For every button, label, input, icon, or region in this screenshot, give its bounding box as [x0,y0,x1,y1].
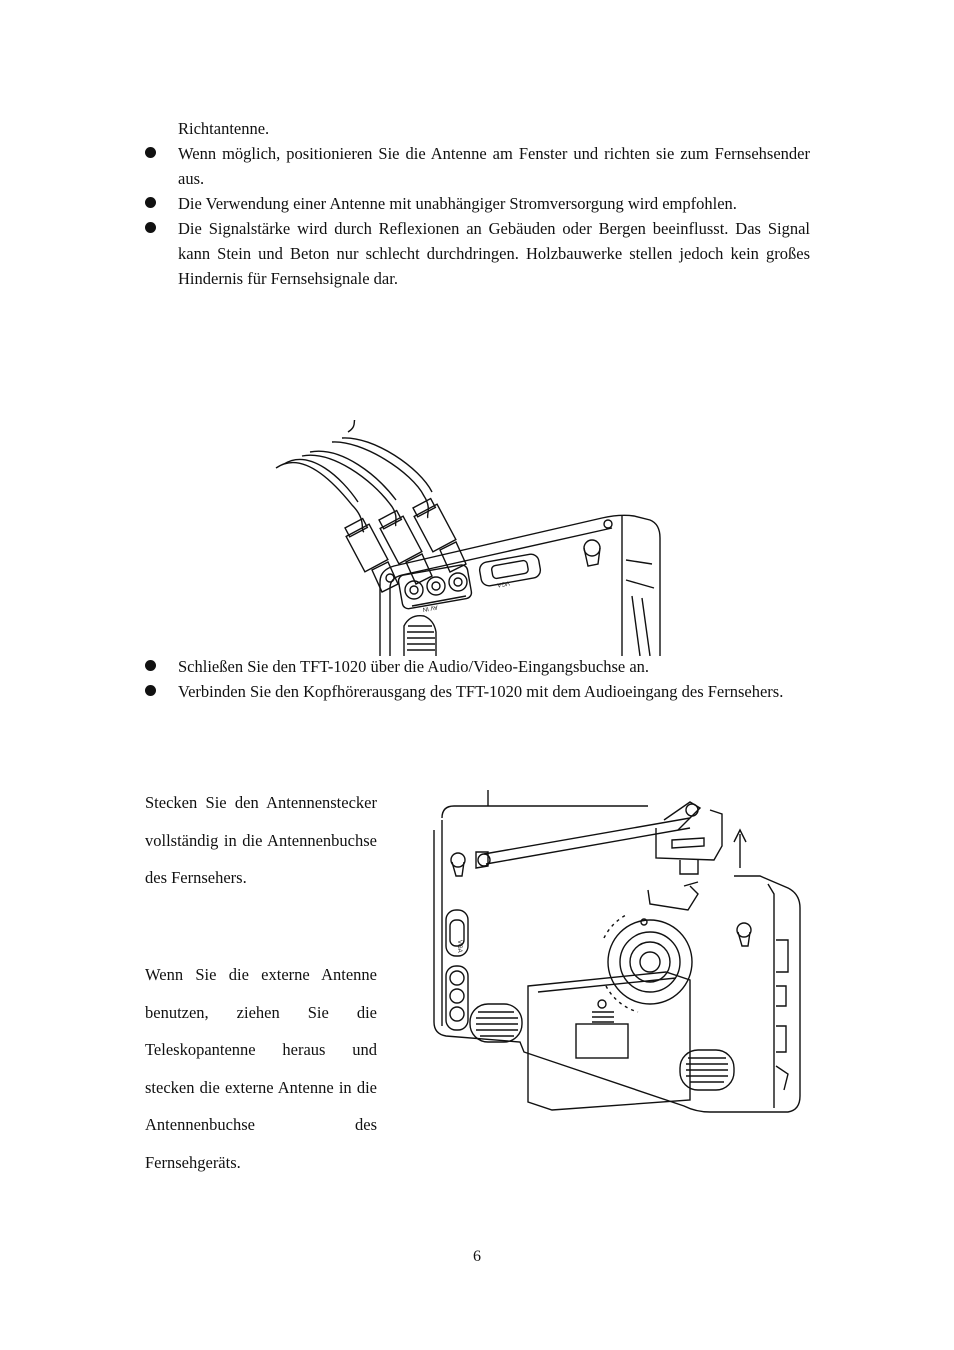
page-number: 6 [473,1248,481,1265]
av-in-label: AV IN [422,603,439,612]
list-item-text: Die Signalstärke wird durch Reflexionen an Gebäuden oder Bergen beeinflusst. Das Signal kann Stein und Beton nur schlecht durchdringen. Holzbauwerke stellen jedoch kein großes Hindernis für Fernsehsignale dar. [178,219,810,288]
list-item-text: Verbinden Sie den Kopfhörerausgang des TFT-1020 mit dem Audioeingang des Fernsehers. [178,682,784,701]
antenna-illustration [428,790,806,1120]
list-item-text: Die Verwendung einer Antenne mit unabhängiger Stromversorgung wird empfohlen. [178,194,737,213]
reception-tips-list [145,141,810,291]
bullet-icon [145,147,156,158]
list-item [145,654,810,679]
list-item [145,679,810,704]
list-item [145,216,810,291]
vga-port-label: VGA [456,940,462,953]
bullet-icon [145,660,156,671]
list-item [145,141,810,191]
av-connection-illustration [262,420,672,656]
continuation-text: Richtantenne. [178,119,270,138]
bullet-icon [145,222,156,233]
list-item-text: Schließen Sie den TFT-1020 über die Audio/Video-Eingangsbuchse an. [178,657,650,676]
vga-label: VGA [496,579,511,588]
av-instructions-list [145,654,810,704]
bullet-icon [145,197,156,208]
list-item [145,191,810,216]
list-item-text: Wenn möglich, positionieren Sie die Antenne am Fenster und richten sie zum Fernsehsender aus. [178,144,810,188]
external-antenna-paragraph: Wenn Sie die externe Antenne benutzen, ziehen Sie die Teleskopantenne heraus und stecken die externe Antenne in die Antennenbuchse des Fernsehgeräts. [145,965,377,1172]
antenna-plug-paragraph: Stecken Sie den Antennenstecker vollständig in die Antennenbuchse des Fernsehers. [145,793,377,888]
bullet-icon [145,685,156,696]
